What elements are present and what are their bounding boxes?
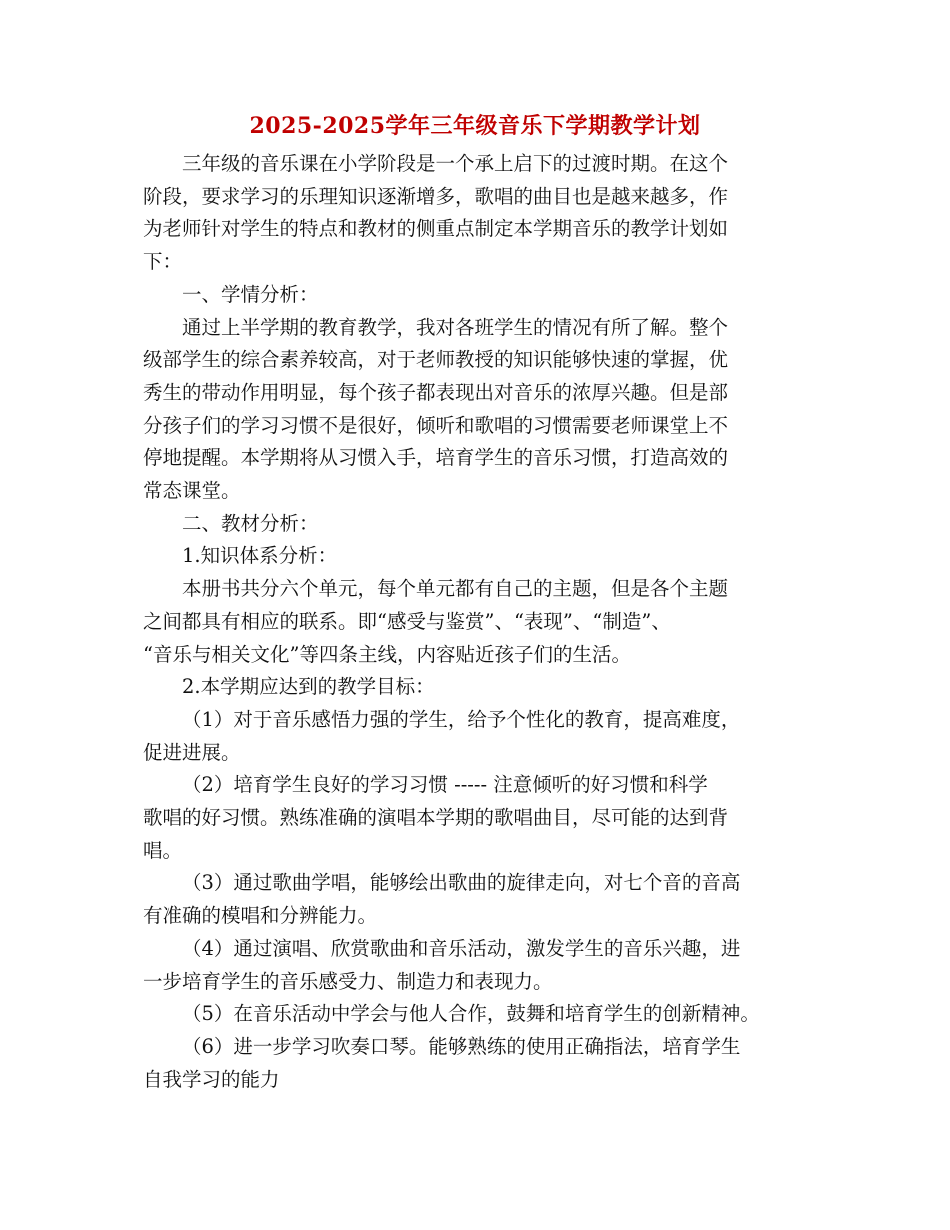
goal-item-2: （2）培育学生良好的学习习惯 ----- 注意倾听的好习惯和科学 [182, 773, 708, 797]
goal-item-6: （6）进一步学习吹奏口琴。能够熟练的使用正确指法，培育学生 [182, 1034, 741, 1058]
paragraph-line: 歌唱的好习惯。熟练准确的演唱本学期的歌唱曲目，尽可能的达到背 [143, 806, 729, 830]
paragraph-line: 三年级的音乐课在小学阶段是一个承上启下的过渡时期。在这个 [182, 152, 729, 175]
paragraph-line: 有准确的模唱和分辨能力。 [143, 904, 378, 928]
goal-item-5: （5）在音乐活动中学会与他人合作，鼓舞和培育学生的创新精神。 [182, 1002, 760, 1026]
goal-item-1: （1）对于音乐感悟力强的学生，给予个性化的教育，提高难度， [182, 707, 741, 731]
paragraph-line: 为老师针对学生的特点和教材的侧重点制定本学期音乐的教学计划如 [143, 217, 729, 241]
document-body [143, 148, 813, 1096]
paragraph-line: 促进进展。 [143, 740, 241, 764]
paragraph-line: 级部学生的综合素养较高，对于老师教授的知识能够快速的掌握，优 [143, 348, 729, 372]
paragraph-line: 常态课堂。 [143, 479, 241, 503]
goal-item-4: （4）通过演唱、欣赏歌曲和音乐活动，激发学生的音乐兴趣，进 [182, 936, 741, 960]
paragraph-line: “音乐与相关文化”等四条主线，内容贴近孩子们的生活。 [143, 642, 631, 666]
paragraph-line: 唱。 [143, 838, 183, 862]
paragraph-line: 秀生的带动作用明显，每个孩子都表现出对音乐的浓厚兴趣。但是部 [143, 380, 729, 404]
document-title: 2025-2025学年三年级音乐下学期教学计划 [249, 113, 701, 139]
subheading-knowledge-system: 1.知识体系分析： [182, 544, 338, 568]
goal-item-3: （3）通过歌曲学唱，能够绘出歌曲的旋律走向，对七个音的音高 [182, 871, 741, 895]
section-heading-textbook-analysis: 二、教材分析： [182, 511, 319, 535]
paragraph-line: 下： [143, 250, 183, 274]
paragraph-line: 之间都具有相应的联系。即“感受与鉴赏”、“表现”、“制造”、 [143, 609, 671, 633]
subheading-teaching-goals: 2.本学期应达到的教学目标： [182, 675, 435, 699]
paragraph-line: 自我学习的能力 [143, 1067, 280, 1091]
paragraph-line: 通过上半学期的教育教学，我对各班学生的情况有所了解。整个 [182, 315, 729, 339]
paragraph-line: 一步培育学生的音乐感受力、制造力和表现力。 [143, 969, 553, 993]
paragraph-line: 阶段，要求学习的乐理知识逐渐增多，歌唱的曲目也是越来越多，作 [143, 184, 729, 208]
paragraph-line: 停地提醒。本学期将从习惯入手，培育学生的音乐习惯，打造高效的 [143, 446, 729, 470]
section-heading-learning-analysis: 一、学情分析： [182, 282, 319, 306]
paragraph-line: 本册书共分六个单元，每个单元都有自己的主题，但是各个主题 [182, 577, 729, 601]
paragraph-line: 分孩子们的学习习惯不是很好，倾听和歌唱的习惯需要老师课堂上不 [143, 413, 729, 437]
